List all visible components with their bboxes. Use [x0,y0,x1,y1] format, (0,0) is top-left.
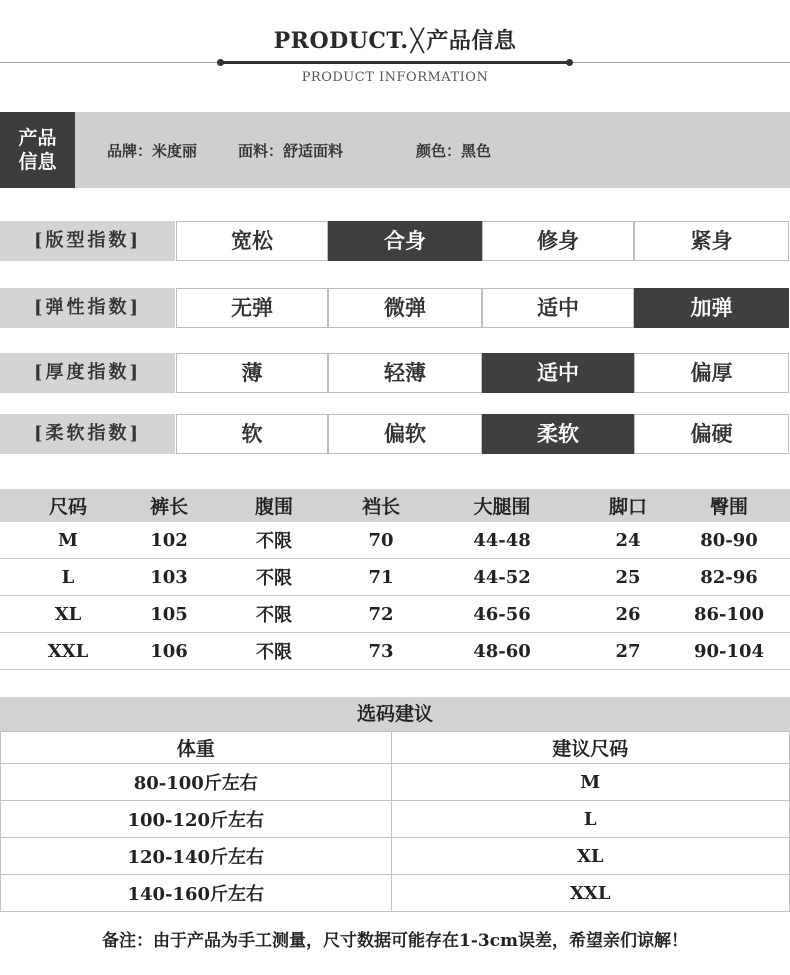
index-option: 薄 [176,353,328,393]
index-option-selected: 适中 [482,353,634,393]
table-cell: XXL [391,875,790,912]
product-info-tag [0,112,75,188]
table-row [0,522,790,559]
page-subtitle: PRODUCT INFORMATION [301,70,489,85]
index-option: 修身 [482,221,634,261]
table-cell: L [391,801,790,838]
recommendation-table [0,731,790,912]
index-option-selected: 合身 [328,221,482,261]
table-row [1,875,790,912]
table-cell: XL [391,838,790,875]
table-cell: 103 [136,559,202,596]
table-cell: 不限 [202,559,346,596]
index-row-fit [0,221,790,261]
index-option: 微弹 [328,288,482,328]
table-cell: M [391,764,790,801]
index-option: 软 [176,414,328,454]
column-header: 臀围 [668,489,790,522]
measurement-note: 备注：由于产品为手工测量，尺寸数据可能存在1-3cm误差，希望亲们谅解！ [101,931,689,951]
column-header: 裤长 [136,489,202,522]
index-label: [版型指数] [0,221,175,261]
fabric-info: 面料：舒适面料 [238,142,344,160]
column-header: 腹围 [202,489,346,522]
table-cell: 不限 [202,522,346,559]
column-header: 尺码 [0,489,136,522]
table-cell: 86-100 [668,596,790,633]
index-row-elasticity [0,288,790,328]
index-label: [柔软指数] [0,414,175,454]
index-option: 偏厚 [634,353,789,393]
column-header: 脚口 [588,489,668,522]
table-cell: 80-100斤左右 [1,764,392,801]
table-cell: 72 [346,596,416,633]
table-cell: 44-52 [416,559,588,596]
table-cell: 48-60 [416,633,588,670]
table-cell: 90-104 [668,633,790,670]
table-cell: 25 [588,559,668,596]
table-cell: XL [0,596,136,633]
index-row-softness [0,414,790,454]
table-cell: L [0,559,136,596]
table-row [0,633,790,670]
table-cell: 70 [346,522,416,559]
table-cell: 100-120斤左右 [1,801,392,838]
table-cell: 24 [588,522,668,559]
table-cell: 80-90 [668,522,790,559]
table-cell: 不限 [202,596,346,633]
table-cell: XXL [0,633,136,670]
index-option: 宽松 [176,221,328,261]
table-cell: 120-140斤左右 [1,838,392,875]
table-row [0,559,790,596]
table-cell: 44-48 [416,522,588,559]
column-header: 裆长 [346,489,416,522]
title-en: PRODUCT. [273,28,409,54]
index-row-thickness [0,353,790,393]
column-header: 大腿围 [416,489,588,522]
index-label: [厚度指数] [0,353,175,393]
table-cell: 102 [136,522,202,559]
table-cell: 82-96 [668,559,790,596]
table-cell: 26 [588,596,668,633]
index-option: 适中 [482,288,634,328]
index-option-selected: 柔软 [482,414,634,454]
table-cell: M [0,522,136,559]
table-cell: 105 [136,596,202,633]
index-option-selected: 加弹 [634,288,789,328]
tag-line-2: 信息 [18,151,57,173]
index-option: 无弹 [176,288,328,328]
table-cell: 106 [136,633,202,670]
size-table-header [0,489,790,522]
color-info: 颜色：黑色 [416,142,492,160]
table-row [1,838,790,875]
index-label: [弹性指数] [0,288,175,328]
header-divider-thick [220,61,570,64]
page-title [0,24,790,55]
table-row [1,801,790,838]
table-cell: 73 [346,633,416,670]
table-cell: 27 [588,633,668,670]
table-row [1,764,790,801]
index-option: 紧身 [634,221,789,261]
index-option: 轻薄 [328,353,482,393]
column-header: 建议尺码 [391,732,790,764]
table-cell: 46-56 [416,596,588,633]
tag-line-1: 产品 [18,127,57,149]
table-cell: 71 [346,559,416,596]
table-row [0,596,790,633]
brand-info: 品牌：米度丽 [107,142,198,160]
table-cell: 不限 [202,633,346,670]
index-option: 偏硬 [634,414,789,454]
cross-icon: ╳ [410,29,425,54]
table-cell: 140-160斤左右 [1,875,392,912]
recommendation-header [1,732,790,764]
recommendation-title: 选码建议 [0,697,790,731]
title-cn: 产品信息 [426,28,517,54]
index-option: 偏软 [328,414,482,454]
size-table [0,489,790,670]
column-header: 体重 [1,732,392,764]
product-info-band [0,112,790,188]
